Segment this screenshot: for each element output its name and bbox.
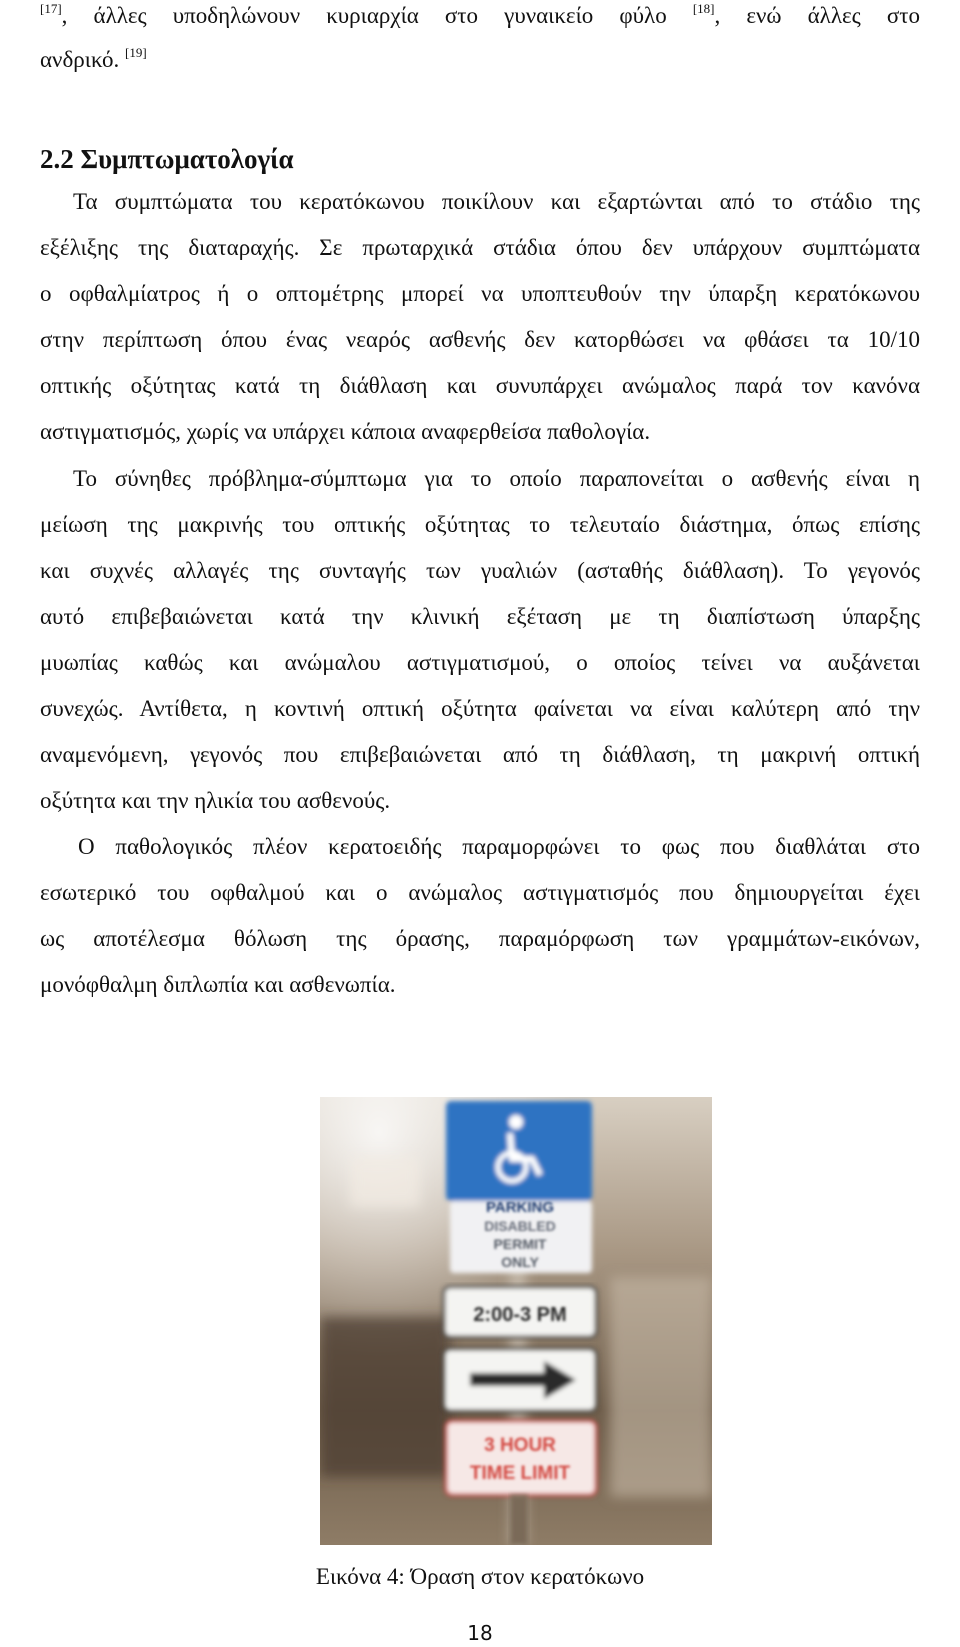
intro-line2-text: ανδρικό. <box>40 47 120 72</box>
intro-line-2 <box>40 45 920 78</box>
paragraph-3-line: εσωτερικό του οφθαλμού και ο ανώμαλος αστιγματισμός που δημιουργείται έχει <box>40 880 920 905</box>
paragraph-2-line: αναμενόμενη, γεγονός που επιβεβαιώνεται από τη διάθλαση, τη μακρινή οπτική <box>40 742 920 767</box>
paragraph-1-line: αστιγματισμός, χωρίς να υπάρχει κάποια αναφερθείσα παθολογία. <box>40 419 651 444</box>
paragraph-1-line: εξέλιξης της διαταραχής. Σε πρωταρχικά στάδια όπου δεν υπάρχουν συμπτώματα <box>40 235 920 260</box>
intro-line-1 <box>40 1 920 34</box>
sign-text-only: ONLY <box>501 1254 539 1270</box>
sign-text-parking: PARKING <box>485 1199 555 1216</box>
intro-text-a: , άλλες υποδηλώνουν κυριαρχία στο γυναικείο φύλο <box>61 3 667 28</box>
sign-text-permit: PERMIT <box>493 1236 547 1252</box>
paragraph-1-line: στην περίπτωση όπου ένας νεαρός ασθενής δεν κατορθώσει να φθάσει τα 10/10 <box>40 327 920 352</box>
blurred-signs-photo <box>320 1097 712 1545</box>
reference-17: [17] <box>40 1 62 16</box>
reference-19: [19] <box>125 45 147 60</box>
section-heading: 2.2 Συμπτωματολογία <box>40 144 294 174</box>
paragraph-1-line: ο οφθαλμίατρος ή ο οπτομέτρης μπορεί να υποπτευθούν την ύπαρξη κερατόκωνου <box>40 281 920 306</box>
reference-18: [18] <box>692 1 715 16</box>
paragraph-3-line: ως αποτέλεσμα θόλωση της όρασης, παραμόρφωση των γραμμάτων-εικόνων, <box>40 926 920 951</box>
paragraph-3-line: Ο παθολογικός πλέον κερατοειδής παραμορφώνει το φως που διαθλάται στο <box>78 834 920 859</box>
sign-text-time-limit: TIME LIMIT <box>469 1463 571 1484</box>
paragraph-1-line: Τα συμπτώματα του κερατόκωνου ποικίλουν και εξαρτώνται από το στάδιο της <box>73 189 920 214</box>
sign-text-disabled: DISABLED <box>484 1218 556 1234</box>
sign-text-hour-limit: 3 HOUR <box>484 1435 556 1456</box>
paragraph-2-line: αυτό επιβεβαιώνεται κατά την κλινική εξέταση με τη διαπίστωση ύπαρξης <box>40 604 920 629</box>
paragraph-1-line: οπτικής οξύτητας κατά τη διάθλαση και συνυπάρχει ανώμαλος παρά τον κανόνα <box>40 373 920 398</box>
paragraph-2-line: οξύτητα και την ηλικία του ασθενούς. <box>40 788 391 813</box>
sign-text-hours: 2:00-3 PM <box>473 1304 567 1326</box>
paragraph-3-line: μονόφθαλμη διπλωπία και ασθενωπία. <box>40 972 396 997</box>
paragraph-2-line: συνεχώς. Αντίθετα, η κοντινή οπτική οξύτητα φαίνεται να είναι καλύτερη από την <box>40 696 920 721</box>
paragraph-2-line: μείωση της μακρινής του οπτικής οξύτητας το τελευταίο διάστημα, όπως επίσης <box>40 512 920 537</box>
paragraph-2-line: μυωπίας καθώς και ανώμαλου αστιγματισμού, ο οποίος τείνει να αυξάνεται <box>40 650 920 675</box>
page-number: 18 <box>467 1621 493 1645</box>
figure-caption: Εικόνα 4: Όραση στον κερατόκωνο <box>315 1564 645 1589</box>
intro-text-b: , ενώ άλλες στο <box>714 3 920 28</box>
paragraph-2-line: και συχνές αλλαγές της συνταγής των γυαλιών (ασταθής διάθλαση). Το γεγονός <box>40 558 920 583</box>
arrow-sign <box>444 1349 596 1411</box>
paragraph-2-line: Το σύνηθες πρόβλημα-σύμπτωμα για το οποίο παραπονείται ο ασθενής είναι η <box>73 466 920 491</box>
